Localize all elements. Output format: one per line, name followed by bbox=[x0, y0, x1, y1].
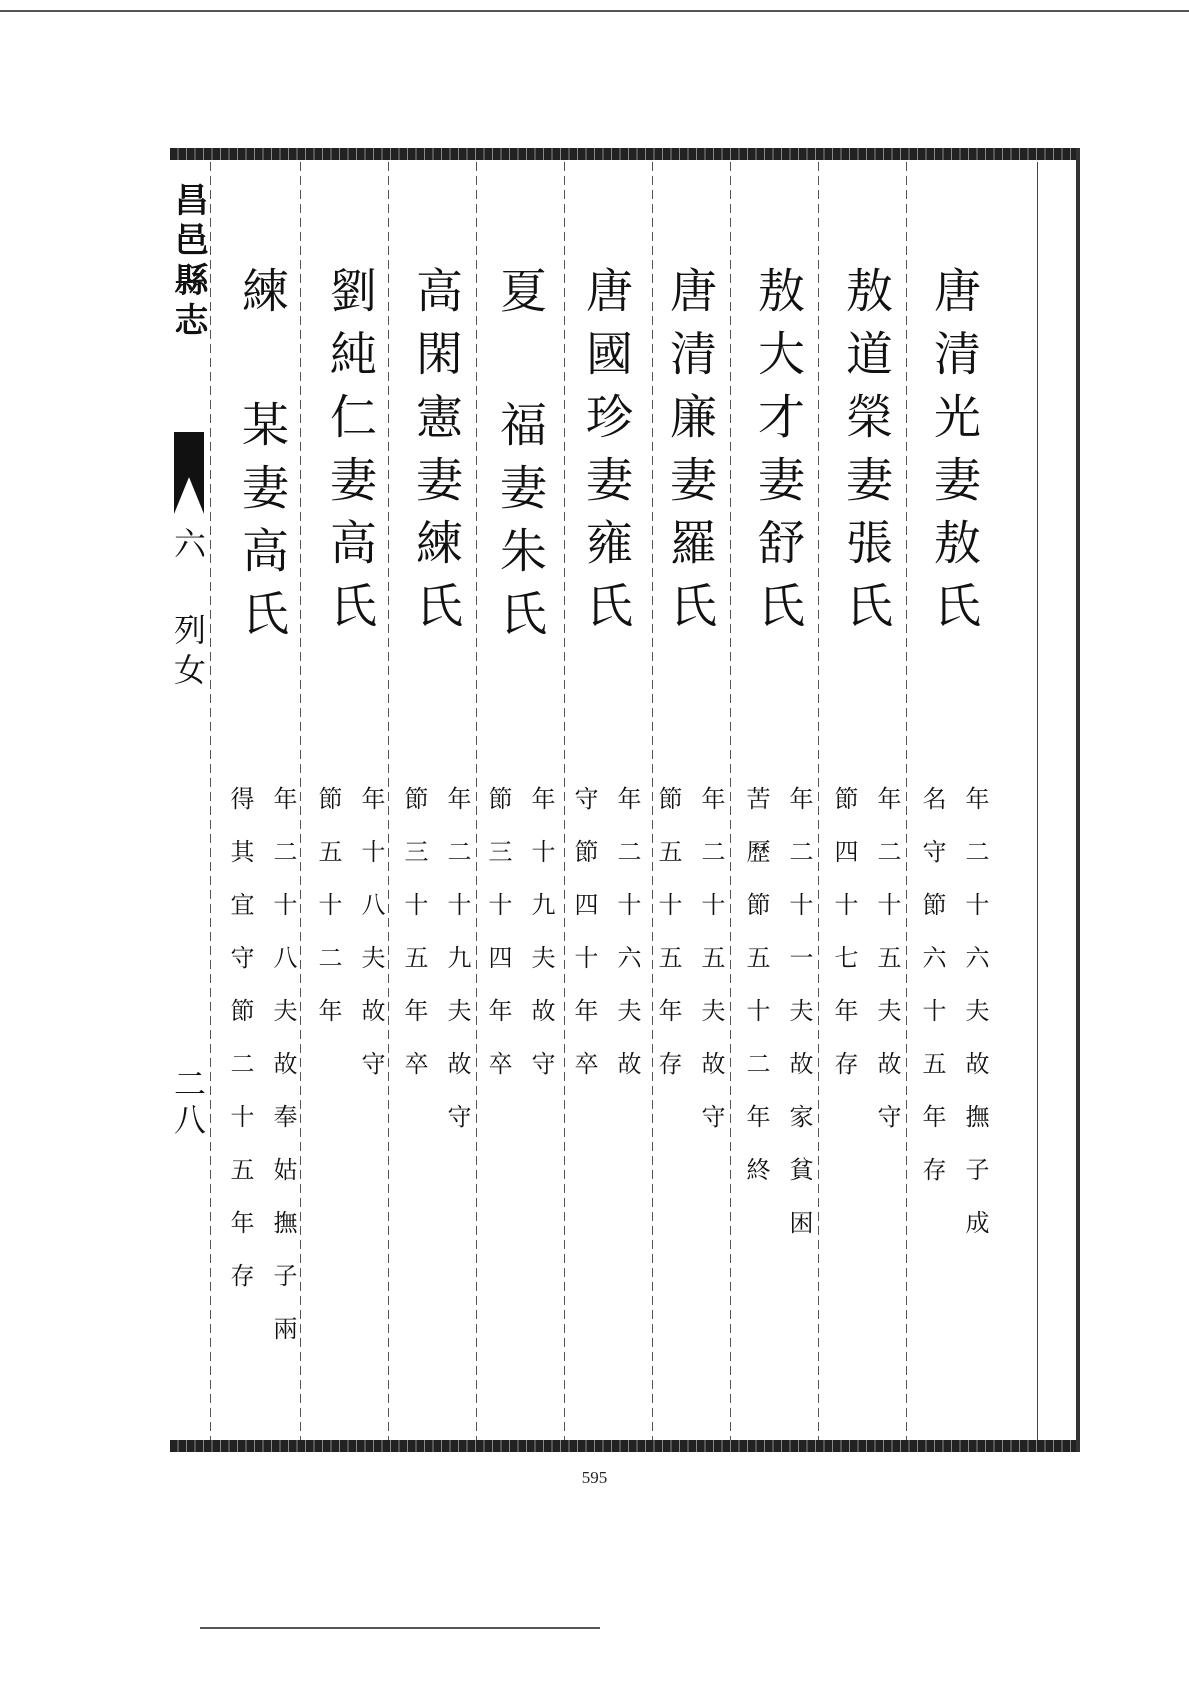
biography-entry bbox=[306, 266, 392, 1416]
fishtail-mark bbox=[174, 432, 204, 514]
gutter-leaf-number: 二八 bbox=[169, 1067, 207, 1139]
entry-note-right: 年二十六夫故撫子成 bbox=[961, 786, 989, 1263]
entry-note-left: 名守節六十五年存 bbox=[918, 786, 946, 1210]
right-frame-rule bbox=[1076, 148, 1080, 1452]
book-page bbox=[170, 148, 1080, 1448]
biography-entry bbox=[910, 266, 996, 1416]
entry-note-right: 年二十九夫故守 bbox=[443, 786, 471, 1157]
biography-entry bbox=[392, 266, 478, 1416]
entry-name: 唐清廉妻羅氏 bbox=[662, 266, 717, 644]
scan-bottom-mark bbox=[200, 1627, 600, 1629]
entry-name: 高閑憲妻練氏 bbox=[408, 266, 463, 644]
scan-page-number: 595 bbox=[581, 1468, 608, 1487]
entry-note-right: 年二十八夫故奉姑撫子兩 bbox=[269, 786, 297, 1369]
biography-entry bbox=[218, 266, 304, 1416]
entry-note-left: 節五十五年存 bbox=[654, 786, 682, 1104]
biography-entry bbox=[476, 266, 562, 1416]
entry-note-left: 苦歷節五十二年終 bbox=[742, 786, 770, 1210]
gutter-chapter: 六 列女 bbox=[169, 527, 207, 693]
entry-note-left: 守節四十年卒 bbox=[570, 786, 598, 1104]
inner-margin-rule bbox=[1037, 162, 1038, 1440]
entry-note-right: 年二十五夫故守 bbox=[873, 786, 901, 1157]
center-gutter bbox=[170, 162, 206, 1440]
entry-note-right: 年二十五夫故守 bbox=[697, 786, 725, 1157]
scan-top-border bbox=[0, 10, 1189, 12]
column-rule bbox=[210, 162, 211, 1440]
bottom-frame-rule bbox=[170, 1440, 1080, 1452]
entry-note-left: 節三十四年卒 bbox=[484, 786, 512, 1104]
biography-entry bbox=[734, 266, 820, 1416]
entry-name: 敖道榮妻張氏 bbox=[838, 266, 893, 644]
entry-note-left: 節三十五年卒 bbox=[400, 786, 428, 1104]
entry-name: 唐國珍妻雍氏 bbox=[578, 266, 633, 644]
entry-note-left: 節五十二年 bbox=[314, 786, 342, 1051]
entry-name: 敖大才妻舒氏 bbox=[750, 266, 805, 644]
biography-entry bbox=[822, 266, 908, 1416]
biography-entry bbox=[646, 266, 732, 1416]
entry-name: 唐清光妻敖氏 bbox=[926, 266, 981, 644]
top-frame-rule bbox=[170, 148, 1080, 160]
biography-entry bbox=[562, 266, 648, 1416]
entry-name: 夏 福妻朱氏 bbox=[492, 266, 547, 652]
entry-note-right: 年十九夫故守 bbox=[527, 786, 555, 1104]
entry-note-right: 年二十六夫故 bbox=[613, 786, 641, 1104]
entry-name: 劉純仁妻高氏 bbox=[322, 266, 377, 644]
entry-note-right: 年十八夫故守 bbox=[357, 786, 385, 1104]
gutter-book-title: 昌邑縣志 bbox=[168, 182, 208, 342]
entry-name: 練 某妻高氏 bbox=[234, 266, 289, 652]
entry-note-right: 年二十一夫故家貧困 bbox=[785, 786, 813, 1263]
entry-note-left: 得其宜守節二十五年存 bbox=[226, 786, 254, 1316]
entry-note-left: 節四十七年存 bbox=[830, 786, 858, 1104]
